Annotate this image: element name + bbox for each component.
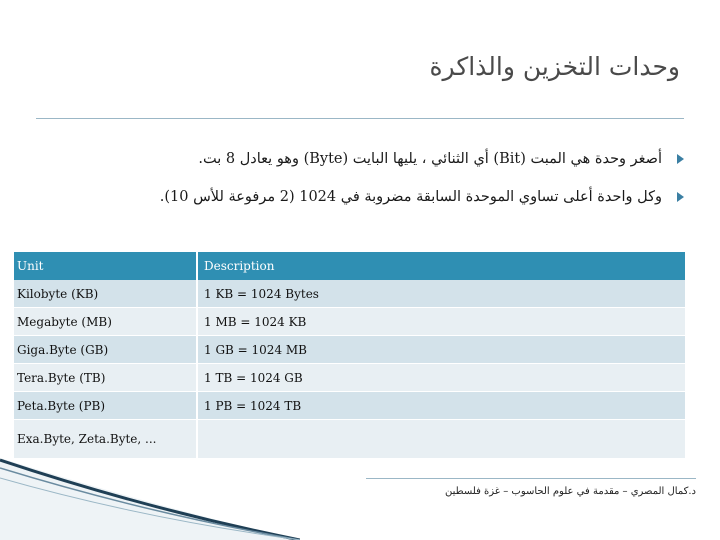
units-table bbox=[14, 252, 687, 459]
triangle-bullet-icon bbox=[677, 154, 684, 164]
footer-text: د.كمال المصري – مقدمة في علوم الحاسوب – غزة فلسطين bbox=[445, 486, 696, 497]
table-row bbox=[14, 280, 686, 308]
description-cell: 1 GB = 1024 MB bbox=[197, 336, 686, 364]
description-cell: 1 MB = 1024 KB bbox=[197, 308, 686, 336]
header-description: Description bbox=[197, 252, 686, 280]
bullet-text: أصغر وحدة هي المبت (Bit) أي الثنائي ، يليها البايت (Byte) وهو يعادل 8 بت. bbox=[198, 151, 662, 167]
bullet-list bbox=[60, 148, 684, 224]
footer-divider bbox=[366, 478, 696, 479]
table-header-row bbox=[14, 252, 686, 280]
table-row bbox=[14, 336, 686, 364]
title-divider bbox=[36, 118, 684, 119]
description-cell: 1 TB = 1024 GB bbox=[197, 364, 686, 392]
header-unit: Unit bbox=[14, 252, 197, 280]
triangle-bullet-icon bbox=[677, 192, 684, 202]
table-row bbox=[14, 364, 686, 392]
slide-title: وحدات التخزين والذاكرة bbox=[429, 52, 680, 81]
unit-cell: Tera.Byte (TB) bbox=[14, 364, 197, 392]
table-row bbox=[14, 308, 686, 336]
unit-cell: Megabyte (MB) bbox=[14, 308, 197, 336]
bullet-item bbox=[60, 186, 684, 224]
unit-cell: Exa.Byte, Zeta.Byte, ... bbox=[14, 420, 197, 459]
table-row bbox=[14, 392, 686, 420]
unit-cell: Giga.Byte (GB) bbox=[14, 336, 197, 364]
unit-cell: Kilobyte (KB) bbox=[14, 280, 197, 308]
decorative-swoosh bbox=[0, 448, 300, 540]
bullet-item bbox=[60, 148, 684, 186]
bullet-text: وكل واحدة أعلى تساوي الموحدة السابقة مضروبة في 1024 (2 مرفوعة للأس 10). bbox=[159, 189, 662, 205]
description-cell: 1 KB = 1024 Bytes bbox=[197, 280, 686, 308]
description-cell: 1 PB = 1024 TB bbox=[197, 392, 686, 420]
unit-cell: Peta.Byte (PB) bbox=[14, 392, 197, 420]
